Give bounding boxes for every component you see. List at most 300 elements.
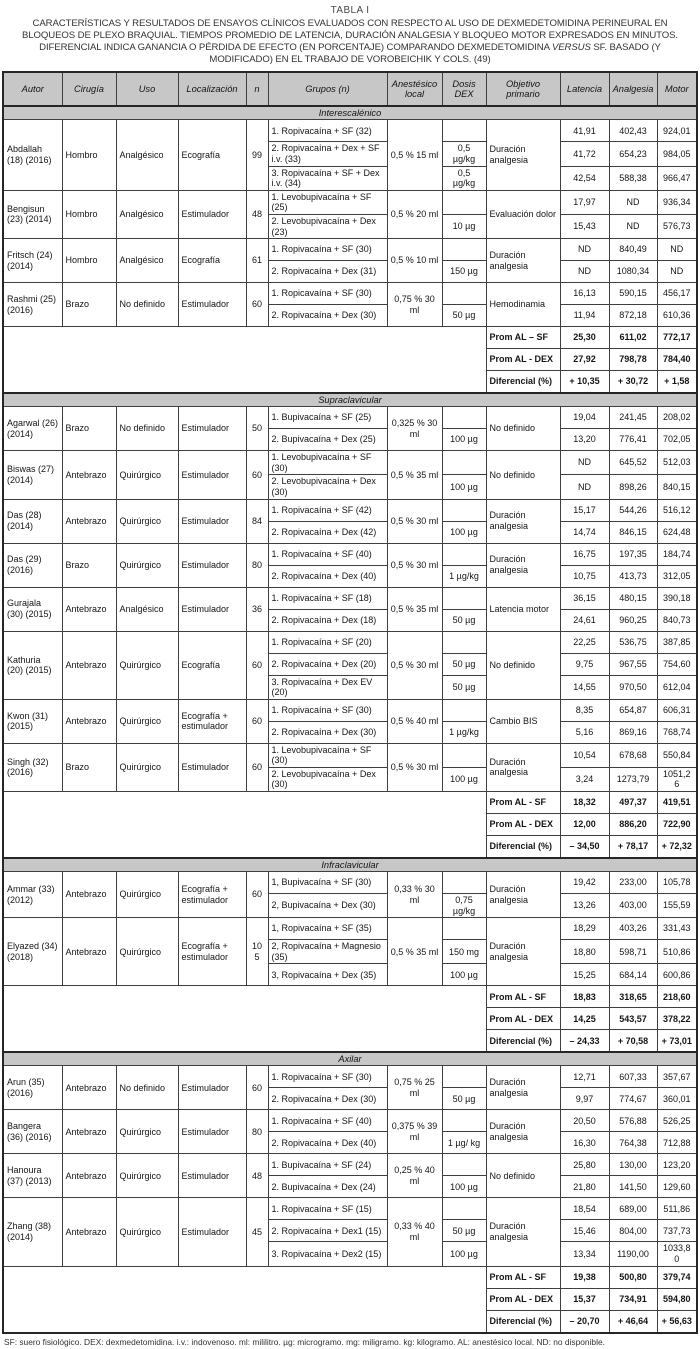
cell-dosis: 100 µg bbox=[442, 767, 486, 791]
section-title: Infraclavicular bbox=[3, 858, 697, 872]
summary-motor: 722,90 bbox=[657, 814, 697, 836]
cell-author: Hanoura (37) (2013) bbox=[3, 1154, 62, 1198]
cell-analgesia: 960,25 bbox=[609, 609, 657, 631]
cell-dosis: 50 µg bbox=[442, 609, 486, 631]
cell-cirugia: Hombro bbox=[62, 190, 116, 238]
cell-objetivo: Duración analgesia bbox=[486, 120, 560, 190]
cell-analgesia: 689,00 bbox=[609, 1198, 657, 1220]
table-row bbox=[3, 190, 697, 214]
cell-objetivo: Cambio BIS bbox=[486, 699, 560, 743]
cell-latencia: 24,61 bbox=[560, 609, 609, 631]
column-header-localizacion: Localización bbox=[178, 72, 246, 106]
cell-anestesico: 0,5 % 30 ml bbox=[387, 743, 442, 791]
cell-cirugia: Brazo bbox=[62, 543, 116, 587]
summary-latencia: 15,37 bbox=[560, 1288, 609, 1310]
cell-author: Elyazed (34) (2018) bbox=[3, 918, 62, 986]
cell-objetivo: Evaluación dolor bbox=[486, 190, 560, 238]
summary-motor: 784,40 bbox=[657, 349, 697, 371]
cell-latencia: 18,54 bbox=[560, 1198, 609, 1220]
cell-author: Biswas (27) (2014) bbox=[3, 451, 62, 499]
summary-label: Diferencial (%) bbox=[486, 836, 560, 859]
cell-analgesia: 684,14 bbox=[609, 964, 657, 986]
cell-localizacion: Ecografía bbox=[178, 120, 246, 190]
cell-dosis: 100 µg bbox=[442, 475, 486, 499]
cell-cirugia: Hombro bbox=[62, 120, 116, 190]
footnote: SF: suero fisiológico. DEX: dexmedetomidina. i.v.: indovenoso. ml: mililitro. µg: microgramo. mg: miligramo. kg: kilogramo. AL: anestésico local. ND: no disponible. bbox=[4, 1336, 605, 1347]
cell-latencia: 16,30 bbox=[560, 1132, 609, 1154]
cell-grupo: 2. Ropivacaína + Dex1 (15) bbox=[268, 1220, 387, 1242]
cell-motor: 516,12 bbox=[657, 499, 697, 521]
cell-dosis: 150 µg bbox=[442, 261, 486, 283]
cell-motor: 712,88 bbox=[657, 1132, 697, 1154]
cell-grupo: 2. Levobupivacaína + Dex (30) bbox=[268, 475, 387, 499]
cell-objetivo: Duración analgesia bbox=[486, 499, 560, 543]
cell-n: 48 bbox=[246, 1154, 268, 1198]
cell-latencia: 18,80 bbox=[560, 940, 609, 964]
cell-dosis bbox=[442, 1110, 486, 1132]
cell-analgesia: 774,67 bbox=[609, 1088, 657, 1110]
cell-cirugia: Antebrazo bbox=[62, 918, 116, 986]
cell-dosis bbox=[442, 699, 486, 721]
cell-analgesia: 872,18 bbox=[609, 305, 657, 327]
cell-anestesico: 0,75 % 25 ml bbox=[387, 1066, 442, 1110]
cell-dosis: 150 mg bbox=[442, 940, 486, 964]
cell-latencia: 5,16 bbox=[560, 721, 609, 743]
cell-analgesia: 645,52 bbox=[609, 451, 657, 475]
summary-latencia: 19,38 bbox=[560, 1266, 609, 1288]
cell-objetivo: Duración analgesia bbox=[486, 543, 560, 587]
cell-uso: Quirúrgico bbox=[116, 543, 178, 587]
cell-n: 80 bbox=[246, 1110, 268, 1154]
cell-author: Agarwal (26) (2014) bbox=[3, 407, 62, 451]
cell-dosis bbox=[442, 239, 486, 261]
summary-analgesia: 798,78 bbox=[609, 349, 657, 371]
table-body bbox=[3, 106, 697, 1332]
cell-localizacion: Estimulador bbox=[178, 283, 246, 327]
cell-motor: 510,86 bbox=[657, 940, 697, 964]
table-row bbox=[3, 1110, 697, 1132]
cell-grupo: 3. Ropivacaína + Dex EV (20) bbox=[268, 675, 387, 699]
cell-motor: 737,73 bbox=[657, 1220, 697, 1242]
summary-motor: 218,60 bbox=[657, 986, 697, 1008]
summary-latencia: 18,32 bbox=[560, 792, 609, 814]
cell-anestesico: 0,75 % 30 ml bbox=[387, 283, 442, 327]
cell-analgesia: 403,00 bbox=[609, 894, 657, 918]
cell-uso: Analgésico bbox=[116, 587, 178, 631]
cell-localizacion: Estimulador bbox=[178, 587, 246, 631]
cell-objetivo: No definido bbox=[486, 631, 560, 699]
cell-latencia: ND bbox=[560, 261, 609, 283]
cell-localizacion: Ecografía + estimulador bbox=[178, 699, 246, 743]
cell-uso: Quirúrgico bbox=[116, 699, 178, 743]
cell-cirugia: Antebrazo bbox=[62, 872, 116, 918]
table-row bbox=[3, 1066, 697, 1088]
cell-grupo: 2. Ropivacaína + Dex (30) bbox=[268, 305, 387, 327]
summary-label: Prom AL – SF bbox=[486, 327, 560, 349]
cell-localizacion: Estimulador bbox=[178, 1154, 246, 1198]
summary-spacer bbox=[3, 986, 486, 1053]
title-block bbox=[0, 0, 700, 68]
cell-anestesico: 0,33 % 40 ml bbox=[387, 1198, 442, 1266]
cell-latencia: 16,13 bbox=[560, 283, 609, 305]
summary-analgesia: 886,20 bbox=[609, 814, 657, 836]
summary-latencia: – 20,70 bbox=[560, 1310, 609, 1333]
cell-anestesico: 0,325 % 30 ml bbox=[387, 407, 442, 451]
cell-motor: 840,73 bbox=[657, 609, 697, 631]
table-number: TABLA I bbox=[330, 5, 370, 16]
cell-grupo: 2. Bupivacaína + Dex (25) bbox=[268, 429, 387, 451]
table-row bbox=[3, 120, 697, 142]
summary-analgesia: 497,37 bbox=[609, 792, 657, 814]
column-header-anestesico: Anestésico local bbox=[387, 72, 442, 106]
cell-author: Gurajala (30) (2015) bbox=[3, 587, 62, 631]
cell-uso: Quirúrgico bbox=[116, 872, 178, 918]
cell-latencia: 16,75 bbox=[560, 543, 609, 565]
cell-dosis bbox=[442, 120, 486, 142]
cell-objetivo: Hemodinamia bbox=[486, 283, 560, 327]
cell-analgesia: 970,50 bbox=[609, 675, 657, 699]
cell-objetivo: Duración analgesia bbox=[486, 239, 560, 283]
cell-objetivo: Duración analgesia bbox=[486, 1066, 560, 1110]
section-header-row bbox=[3, 393, 697, 407]
column-header-grupos: Grupos (n) bbox=[268, 72, 387, 106]
cell-uso: Quirúrgico bbox=[116, 631, 178, 699]
cell-grupo: 1. Levobupivacaína + SF (30) bbox=[268, 743, 387, 767]
cell-objetivo: No definido bbox=[486, 451, 560, 499]
cell-uso: Quirúrgico bbox=[116, 1110, 178, 1154]
cell-dosis bbox=[442, 451, 486, 475]
cell-dosis: 50 µg bbox=[442, 653, 486, 675]
cell-analgesia: ND bbox=[609, 190, 657, 214]
column-header-latencia: Latencia bbox=[560, 72, 609, 106]
cell-dosis: 0,75 µg/kg bbox=[442, 894, 486, 918]
cell-grupo: 1. Bupivacaína + SF (24) bbox=[268, 1154, 387, 1176]
cell-cirugia: Brazo bbox=[62, 283, 116, 327]
cell-grupo: 1. Ropivacaína + SF (42) bbox=[268, 499, 387, 521]
cell-grupo: 3. Ropivacaína + Dex2 (15) bbox=[268, 1242, 387, 1266]
cell-author: Arun (35) (2016) bbox=[3, 1066, 62, 1110]
section-header-row bbox=[3, 106, 697, 120]
cell-latencia: 9,97 bbox=[560, 1088, 609, 1110]
cell-analgesia: 967,55 bbox=[609, 653, 657, 675]
table-row bbox=[3, 407, 697, 429]
cell-latencia: 11,94 bbox=[560, 305, 609, 327]
cell-anestesico: 0,33 % 30 ml bbox=[387, 872, 442, 918]
column-header-cirugia: Cirugía bbox=[62, 72, 116, 106]
cell-analgesia: 654,87 bbox=[609, 699, 657, 721]
cell-dosis bbox=[442, 587, 486, 609]
summary-label: Diferencial (%) bbox=[486, 1030, 560, 1053]
cell-latencia: 13,26 bbox=[560, 894, 609, 918]
cell-analgesia: 590,15 bbox=[609, 283, 657, 305]
cell-motor: ND bbox=[657, 261, 697, 283]
table-row bbox=[3, 239, 697, 261]
summary-motor: 772,17 bbox=[657, 327, 697, 349]
cell-latencia: 17,97 bbox=[560, 190, 609, 214]
cell-anestesico: 0,5 % 40 ml bbox=[387, 699, 442, 743]
cell-uso: Analgésico bbox=[116, 120, 178, 190]
cell-grupo: 2. Ropivacaína + Dex (30) bbox=[268, 721, 387, 743]
cell-grupo: 3. Ropivacaína + SF + Dex i.v. (34) bbox=[268, 166, 387, 190]
cell-latencia: 19,04 bbox=[560, 407, 609, 429]
summary-motor: 379,74 bbox=[657, 1266, 697, 1288]
cell-latencia: 41,91 bbox=[560, 120, 609, 142]
cell-motor: 1033,80 bbox=[657, 1242, 697, 1266]
cell-grupo: 2. Ropivacaína + Dex (20) bbox=[268, 653, 387, 675]
cell-motor: 208,02 bbox=[657, 407, 697, 429]
table-header bbox=[3, 72, 697, 106]
cell-analgesia: 654,23 bbox=[609, 142, 657, 166]
cell-uso: Quirúrgico bbox=[116, 743, 178, 791]
summary-spacer bbox=[3, 327, 486, 394]
summary-label: Prom AL - DEX bbox=[486, 349, 560, 371]
cell-motor: 129,60 bbox=[657, 1176, 697, 1198]
cell-dosis: 0,5 µg/kg bbox=[442, 166, 486, 190]
cell-objetivo: No definido bbox=[486, 1154, 560, 1198]
cell-author: Das (28) (2014) bbox=[3, 499, 62, 543]
cell-author: Kwon (31) (2015) bbox=[3, 699, 62, 743]
cell-motor: 936,34 bbox=[657, 190, 697, 214]
summary-label: Diferencial (%) bbox=[486, 371, 560, 394]
cell-analgesia: 840,49 bbox=[609, 239, 657, 261]
cell-grupo: 3, Ropivacaína + Dex (35) bbox=[268, 964, 387, 986]
cell-n: 60 bbox=[246, 1066, 268, 1110]
cell-grupo: 2. Ropivacaína + Dex (42) bbox=[268, 521, 387, 543]
cell-objetivo: Duración analgesia bbox=[486, 872, 560, 918]
cell-analgesia: 1190,00 bbox=[609, 1242, 657, 1266]
cell-analgesia: 598,71 bbox=[609, 940, 657, 964]
cell-analgesia: 776,41 bbox=[609, 429, 657, 451]
cell-objetivo: No definido bbox=[486, 407, 560, 451]
summary-motor: 594,80 bbox=[657, 1288, 697, 1310]
cell-grupo: 1, Bupivacaína + SF (30) bbox=[268, 872, 387, 894]
cell-grupo: 1. Ropivacaína + SF (30) bbox=[268, 699, 387, 721]
cell-motor: 1051,26 bbox=[657, 767, 697, 791]
cell-objetivo: Duración analgesia bbox=[486, 743, 560, 791]
cell-motor: 984,05 bbox=[657, 142, 697, 166]
cell-n: 60 bbox=[246, 283, 268, 327]
cell-motor: 606,31 bbox=[657, 699, 697, 721]
summary-latencia: 25,30 bbox=[560, 327, 609, 349]
caption-versus: VERSUS bbox=[551, 42, 591, 54]
cell-localizacion: Estimulador bbox=[178, 190, 246, 238]
summary-row bbox=[3, 792, 697, 814]
cell-motor: 624,48 bbox=[657, 521, 697, 543]
cell-dosis: 50 µg bbox=[442, 305, 486, 327]
cell-analgesia: 576,88 bbox=[609, 1110, 657, 1132]
cell-anestesico: 0,5 % 30 ml bbox=[387, 543, 442, 587]
cell-analgesia: ND bbox=[609, 214, 657, 238]
cell-analgesia: 898,26 bbox=[609, 475, 657, 499]
cell-author: Kathuria (20) (2015) bbox=[3, 631, 62, 699]
cell-objetivo: Duración analgesia bbox=[486, 1110, 560, 1154]
cell-grupo: 2. Ropivacaína + Dex + SF i.v. (33) bbox=[268, 142, 387, 166]
cell-grupo: 2, Bupivacaína + Dex (30) bbox=[268, 894, 387, 918]
cell-grupo: 1. Bupivacaína + SF (25) bbox=[268, 407, 387, 429]
cell-n: 36 bbox=[246, 587, 268, 631]
cell-grupo: 1. Ropivacaína + SF (40) bbox=[268, 1110, 387, 1132]
cell-grupo: 1, Ropivacaína + SF (35) bbox=[268, 918, 387, 940]
cell-cirugia: Brazo bbox=[62, 743, 116, 791]
summary-analgesia: 500,80 bbox=[609, 1266, 657, 1288]
cell-latencia: 10,75 bbox=[560, 565, 609, 587]
cell-motor: 702,05 bbox=[657, 429, 697, 451]
cell-grupo: 1. Ropivacaína + SF (15) bbox=[268, 1198, 387, 1220]
summary-spacer bbox=[3, 792, 486, 859]
cell-latencia: 18,29 bbox=[560, 918, 609, 940]
cell-motor: 511,86 bbox=[657, 1198, 697, 1220]
cell-analgesia: 130,00 bbox=[609, 1154, 657, 1176]
cell-localizacion: Ecografía + estimulador bbox=[178, 872, 246, 918]
cell-n: 50 bbox=[246, 407, 268, 451]
summary-analgesia: 543,57 bbox=[609, 1008, 657, 1030]
cell-analgesia: 678,68 bbox=[609, 743, 657, 767]
column-header-autor: Autor bbox=[3, 72, 62, 106]
cell-motor: 331,43 bbox=[657, 918, 697, 940]
cell-uso: No definido bbox=[116, 283, 178, 327]
cell-motor: 840,15 bbox=[657, 475, 697, 499]
cell-analgesia: 1080,34 bbox=[609, 261, 657, 283]
cell-analgesia: 197,35 bbox=[609, 543, 657, 565]
cell-localizacion: Estimulador bbox=[178, 1066, 246, 1110]
cell-motor: 184,74 bbox=[657, 543, 697, 565]
cell-analgesia: 413,73 bbox=[609, 565, 657, 587]
cell-analgesia: 241,45 bbox=[609, 407, 657, 429]
cell-latencia: 21,80 bbox=[560, 1176, 609, 1198]
cell-anestesico: 0,5 % 35 ml bbox=[387, 587, 442, 631]
cell-uso: Quirúrgico bbox=[116, 1154, 178, 1198]
cell-grupo: 1. Ropivacaína + SF (18) bbox=[268, 587, 387, 609]
cell-motor: 612,04 bbox=[657, 675, 697, 699]
cell-grupo: 1. Ropivacaína + SF (30) bbox=[268, 239, 387, 261]
table-row bbox=[3, 699, 697, 721]
cell-dosis: 100 µg bbox=[442, 1176, 486, 1198]
cell-motor: 576,73 bbox=[657, 214, 697, 238]
summary-row bbox=[3, 1266, 697, 1288]
cell-motor: 924,01 bbox=[657, 120, 697, 142]
summary-row bbox=[3, 986, 697, 1008]
table-row bbox=[3, 587, 697, 609]
cell-n: 60 bbox=[246, 872, 268, 918]
cell-uso: No definido bbox=[116, 407, 178, 451]
section-title: Supraclavicular bbox=[3, 393, 697, 407]
cell-localizacion: Estimulador bbox=[178, 1198, 246, 1266]
summary-latencia: + 10,35 bbox=[560, 371, 609, 394]
cell-dosis: 1 µg/ kg bbox=[442, 1132, 486, 1154]
cell-dosis: 50 µg bbox=[442, 1220, 486, 1242]
cell-latencia: 19,42 bbox=[560, 872, 609, 894]
cell-uso: Quirúrgico bbox=[116, 499, 178, 543]
table-row bbox=[3, 451, 697, 475]
caption-text-pre: CARACTERÍSTICAS Y RESULTADOS DE ENSAYOS CLÍNICOS EVALUADOS CON RESPECTO AL USO DE DEXMEDETOMIDINA PERINEURAL EN BLOQUEOS DE PLEXO BRAQUIAL. TIEMPOS PROMEDIO DE LATENCIA, DURACIÓN ANALGESIA Y BLOQUEO MOTOR EXPRESADOS EN MINUTOS. DIFERENCIAL INDICA GANANCIA O PÉRDIDA DE EFECTO (EN PORCENTAJE) COMPARANDO DEXMEDETOMIDINA bbox=[22, 18, 678, 54]
cell-analgesia: 141,50 bbox=[609, 1176, 657, 1198]
cell-cirugia: Brazo bbox=[62, 407, 116, 451]
cell-grupo: 1. Levobupivacaína + SF (25) bbox=[268, 190, 387, 214]
cell-anestesico: 0,5 % 20 ml bbox=[387, 190, 442, 238]
caption-text-post: SF. BASADO (Y MODIFICADO) EN EL TRABAJO DE VOROBEICHIK Y COLS. (49) bbox=[209, 42, 661, 66]
cell-analgesia: 544,26 bbox=[609, 499, 657, 521]
cell-latencia: 13,34 bbox=[560, 1242, 609, 1266]
cell-author: Das (29) (2016) bbox=[3, 543, 62, 587]
cell-uso: Analgésico bbox=[116, 190, 178, 238]
summary-motor: + 1,58 bbox=[657, 371, 697, 394]
cell-grupo: 2. Ropivacaína + Dex (18) bbox=[268, 609, 387, 631]
cell-cirugia: Antebrazo bbox=[62, 1154, 116, 1198]
cell-uso: Analgésico bbox=[116, 239, 178, 283]
summary-label: Prom AL - DEX bbox=[486, 814, 560, 836]
cell-latencia: 42,54 bbox=[560, 166, 609, 190]
cell-objetivo: Duración analgesia bbox=[486, 1198, 560, 1266]
cell-latencia: 15,17 bbox=[560, 499, 609, 521]
cell-latencia: 15,25 bbox=[560, 964, 609, 986]
cell-grupo: 2. Levobupivacaína + Dex (30) bbox=[268, 767, 387, 791]
cell-localizacion: Estimulador bbox=[178, 1110, 246, 1154]
summary-label: Prom AL - SF bbox=[486, 1266, 560, 1288]
cell-anestesico: 0,5 % 30 ml bbox=[387, 499, 442, 543]
cell-grupo: 2. Bupivacaína + Dex (24) bbox=[268, 1176, 387, 1198]
summary-motor: 419,51 bbox=[657, 792, 697, 814]
cell-localizacion: Ecografía + estimulador bbox=[178, 918, 246, 986]
cell-motor: 155,59 bbox=[657, 894, 697, 918]
cell-n: 60 bbox=[246, 631, 268, 699]
cell-dosis bbox=[442, 1198, 486, 1220]
cell-motor: 123,20 bbox=[657, 1154, 697, 1176]
column-header-n: n bbox=[246, 72, 268, 106]
cell-anestesico: 0,5 % 30 ml bbox=[387, 631, 442, 699]
column-header-motor: Motor bbox=[657, 72, 697, 106]
cell-dosis: 100 µg bbox=[442, 429, 486, 451]
cell-n: 99 bbox=[246, 120, 268, 190]
cell-analgesia: 403,26 bbox=[609, 918, 657, 940]
summary-latencia: 14,25 bbox=[560, 1008, 609, 1030]
cell-localizacion: Estimulador bbox=[178, 499, 246, 543]
cell-latencia: 9,75 bbox=[560, 653, 609, 675]
cell-latencia: ND bbox=[560, 475, 609, 499]
column-header-objetivo: Objetivo primario bbox=[486, 72, 560, 106]
table-row bbox=[3, 1154, 697, 1176]
cell-n: 105 bbox=[246, 918, 268, 986]
cell-motor: 550,84 bbox=[657, 743, 697, 767]
cell-dosis: 100 µg bbox=[442, 964, 486, 986]
cell-dosis bbox=[442, 743, 486, 767]
cell-localizacion: Estimulador bbox=[178, 543, 246, 587]
cell-latencia: 25,80 bbox=[560, 1154, 609, 1176]
cell-grupo: 2. Ropivacaína + Dex (31) bbox=[268, 261, 387, 283]
cell-n: 45 bbox=[246, 1198, 268, 1266]
section-header-row bbox=[3, 858, 697, 872]
cell-motor: 754,60 bbox=[657, 653, 697, 675]
cell-author: Bengisun (23) (2014) bbox=[3, 190, 62, 238]
cell-latencia: 36,15 bbox=[560, 587, 609, 609]
cell-motor: 600,86 bbox=[657, 964, 697, 986]
cell-dosis bbox=[442, 1066, 486, 1088]
cell-author: Ammar (33) (2012) bbox=[3, 872, 62, 918]
clinical-trials-table bbox=[2, 71, 698, 1333]
cell-n: 84 bbox=[246, 499, 268, 543]
cell-grupo: 1. Ropivacaína + SF (20) bbox=[268, 631, 387, 653]
summary-latencia: 27,92 bbox=[560, 349, 609, 371]
cell-dosis bbox=[442, 283, 486, 305]
cell-motor: 360,01 bbox=[657, 1088, 697, 1110]
cell-uso: Quirúrgico bbox=[116, 918, 178, 986]
cell-motor: 610,36 bbox=[657, 305, 697, 327]
cell-author: Abdallah (18) (2016) bbox=[3, 120, 62, 190]
summary-label: Prom AL - SF bbox=[486, 986, 560, 1008]
cell-latencia: 15,43 bbox=[560, 214, 609, 238]
cell-latencia: 12,71 bbox=[560, 1066, 609, 1088]
cell-analgesia: 536,75 bbox=[609, 631, 657, 653]
cell-author: Bangera (36) (2016) bbox=[3, 1110, 62, 1154]
